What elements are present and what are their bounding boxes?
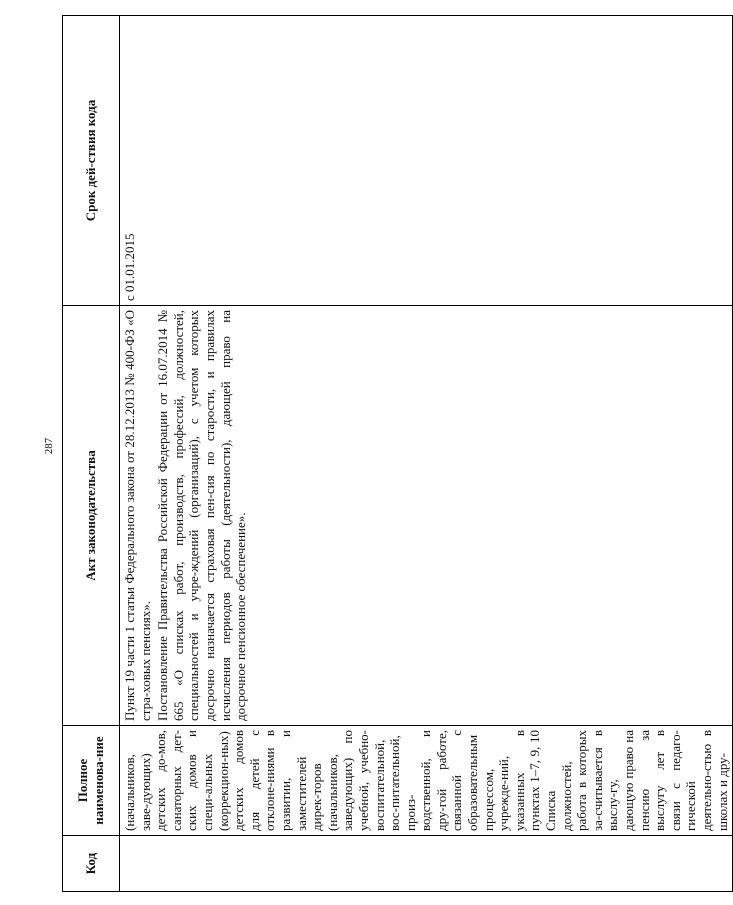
table-header-row <box>63 16 120 892</box>
cell-full-name: (начальников, заве-дующих) детских до-мов, санаторных дет-ских домов и специ-альных (коррекцион-ных) детских домов для детей с отклоне-ниями в развитии, и заместителей дирек-торов (начальников, заведующих) по учебной, учебно-воспитательной, вос-питательной, произ-водственной, и дру-гой работе, связанной с образовательным процессом, учрежде-ний, указанных в пунктах 1–7, 9, 10 Списка должностей, работа в которых за-считывается в выслу-гу, дающую право на пенсию за выслугу лет в связи с педаго-гической деятельно-стью в школах и дру- <box>120 726 733 836</box>
table-rotated-wrapper <box>62 16 730 892</box>
header-full-name: Полное наименова-ние <box>63 726 120 836</box>
header-term: Срок дей-ствия кода <box>63 16 120 306</box>
cell-code <box>120 836 733 892</box>
page-number: 287 <box>43 437 55 455</box>
header-act: Акт законодательства <box>63 306 120 726</box>
table-row <box>120 16 733 892</box>
cell-act <box>120 306 733 726</box>
cell-term: с 01.01.2015 <box>120 16 733 306</box>
legislation-table <box>62 15 733 892</box>
header-code: Код <box>63 836 120 892</box>
act-item-2: Постановление Правительства Российской Федерации от 16.07.2014 № 665 «О списках работ, производств, профессий, должностей, специальностей и учре-ждений (организаций), с учетом которых досрочно назначается страховая пен-сия по старости, и правилах исчисления периодов работы (деятельности), дающей право на досрочное пенсионное обеспечение». <box>155 310 249 721</box>
act-item-1: Пункт 19 части 1 статьи Федерального закона от 28.12.2013 № 400-ФЗ «О стра-ховых пенсиях». <box>122 310 153 721</box>
document-page <box>62 16 730 892</box>
